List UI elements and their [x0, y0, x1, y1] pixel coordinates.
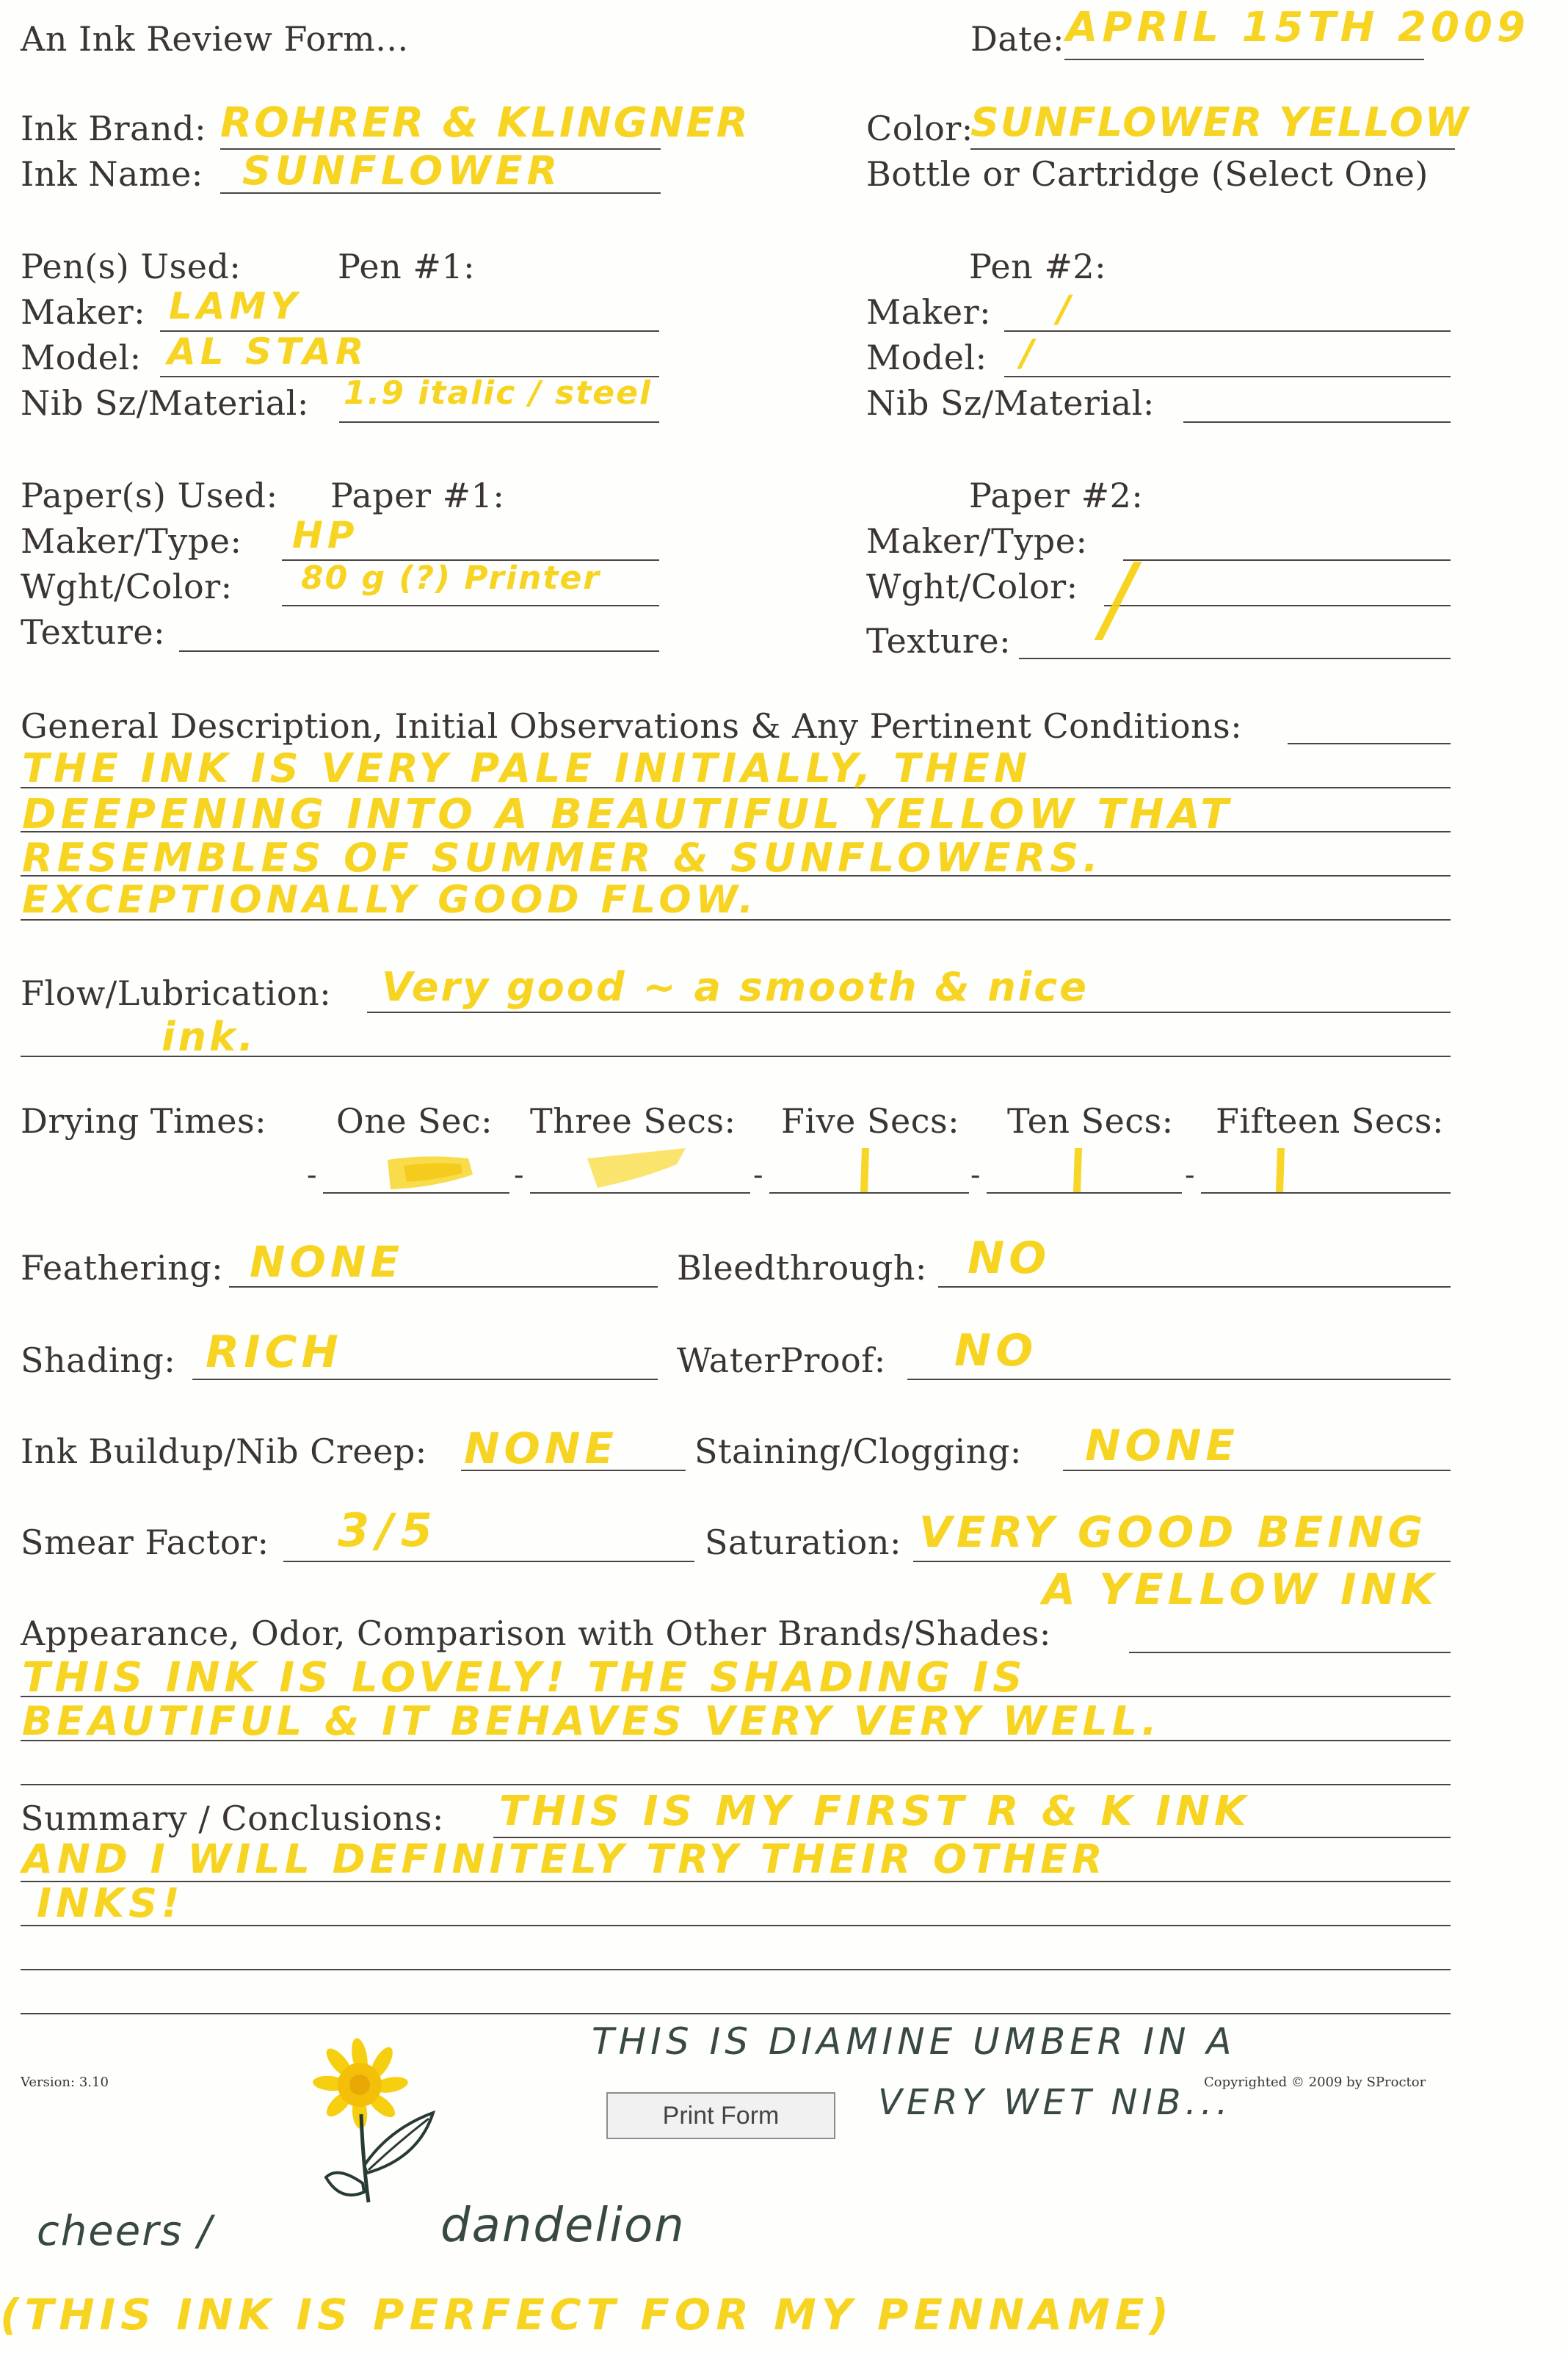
pen1-nib-value[interactable]: 1.9 italic / steel — [344, 374, 653, 412]
pen1-model-label: Model: — [21, 338, 142, 377]
copyright-label: Copyrighted © 2009 by SProctor — [1204, 2075, 1426, 2090]
summary-label: Summary / Conclusions: — [21, 1799, 444, 1838]
pen1-maker-label: Maker: — [21, 292, 146, 332]
summary-line-4 — [21, 2013, 1451, 2014]
shading-value[interactable]: RICH — [206, 1327, 343, 1378]
drying-times-label: Drying Times: — [21, 1101, 267, 1141]
footer-note: (THIS INK IS PERFECT FOR MY PENNAME) — [0, 2290, 1174, 2340]
ink-brand-value[interactable]: ROHRER & KLINGNER — [220, 99, 750, 147]
signoff-cheers: cheers / — [37, 2207, 214, 2255]
drying-dash-4: - — [970, 1158, 981, 1192]
appearance-text-line-1[interactable]: THIS INK IS LOVELY! THE SHADING IS — [22, 1654, 1027, 1702]
general-description-label: General Description, Initial Observations & Any Pertinent Conditions: — [21, 706, 1243, 746]
drying-fifteen-secs-label: Fifteen Secs: — [1216, 1101, 1444, 1141]
summary-line-3 — [21, 1969, 1451, 1970]
drying-ten-secs-label: Ten Secs: — [1007, 1101, 1174, 1141]
drying-one-sec-label: One Sec: — [336, 1101, 493, 1141]
paper2-texture-label: Texture: — [866, 621, 1012, 661]
ink-name-value[interactable]: SUNFLOWER — [242, 148, 562, 194]
form-title: An Ink Review Form... — [21, 19, 409, 59]
pen1-label: Pen #1: — [338, 247, 476, 286]
paper2-maker-line — [1123, 559, 1451, 561]
feathering-label: Feathering: — [21, 1248, 224, 1288]
ink-buildup-label: Ink Buildup/Nib Creep: — [21, 1431, 427, 1471]
papers-used-label: Paper(s) Used: — [21, 476, 278, 515]
ink-buildup-value[interactable]: NONE — [464, 1423, 619, 1473]
pen2-label: Pen #2: — [969, 247, 1107, 286]
paper2-label: Paper #2: — [969, 476, 1144, 515]
summary-text-line-2[interactable]: AND I WILL DEFINITELY TRY THEIR OTHER — [22, 1836, 1107, 1882]
saturation-line — [913, 1561, 1451, 1562]
drying-line-5 — [1201, 1192, 1451, 1194]
signature-dandelion: dandelion — [440, 2199, 686, 2253]
print-form-button[interactable]: Print Form — [606, 2092, 835, 2139]
general-text-line-2[interactable]: DEEPENING INTO A BEAUTIFUL YELLOW THAT — [22, 791, 1233, 838]
color-label: Color: — [866, 109, 973, 148]
pen1-maker-value[interactable]: LAMY — [169, 285, 302, 327]
pen1-nib-line — [339, 421, 659, 423]
ink-name-label: Ink Name: — [21, 154, 203, 194]
paper2-weight-line — [1104, 605, 1451, 606]
pen2-maker-mark: / — [1057, 288, 1075, 330]
pen2-maker-label: Maker: — [866, 292, 992, 332]
pen2-maker-line — [1004, 330, 1451, 332]
date-label: Date: — [970, 19, 1065, 59]
paper2-texture-line — [1019, 658, 1451, 659]
flow-value-line-2[interactable]: ink. — [161, 1014, 257, 1060]
feathering-value[interactable]: NONE — [250, 1237, 404, 1287]
paper2-weight-label: Wght/Color: — [866, 567, 1078, 606]
general-line-0 — [1288, 743, 1451, 744]
bleedthrough-label: Bleedthrough: — [677, 1248, 927, 1288]
flow-label: Flow/Lubrication: — [21, 973, 332, 1013]
paper1-label: Paper #1: — [330, 476, 505, 515]
staining-value[interactable]: NONE — [1085, 1420, 1240, 1470]
paper1-weight-label: Wght/Color: — [21, 567, 233, 606]
drying-swatch-1 — [382, 1145, 484, 1197]
paper2-maker-label: Maker/Type: — [866, 521, 1088, 561]
appearance-label: Appearance, Odor, Comparison with Other Brands/Shades: — [21, 1614, 1051, 1653]
appearance-line-3 — [21, 1784, 1451, 1785]
paper1-texture-label: Texture: — [21, 612, 166, 652]
saturation-value-line-2[interactable]: A YELLOW INK — [1042, 1564, 1439, 1614]
waterproof-value[interactable]: NO — [954, 1325, 1038, 1376]
pen2-nib-label: Nib Sz/Material: — [866, 383, 1155, 423]
version-label: Version: 3.10 — [21, 2075, 109, 2090]
color-value[interactable]: SUNFLOWER YELLOW — [970, 99, 1470, 145]
general-text-line-4[interactable]: EXCEPTIONALLY GOOD FLOW. — [22, 878, 758, 922]
pen2-model-line — [1004, 376, 1451, 377]
appearance-text-line-2[interactable]: BEAUTIFUL & IT BEHAVES VERY VERY WELL. — [22, 1698, 1161, 1744]
pen1-model-value[interactable]: AL STAR — [167, 330, 369, 373]
flow-line-1 — [367, 1012, 1451, 1013]
paper1-weight-value[interactable]: 80 g (?) Printer — [301, 559, 600, 597]
drying-swatch-4 — [1064, 1145, 1094, 1197]
drying-five-secs-label: Five Secs: — [781, 1101, 960, 1141]
general-text-line-3[interactable]: RESEMBLES OF SUMMER & SUNFLOWERS. — [22, 835, 1103, 881]
drying-swatch-3 — [852, 1145, 881, 1197]
summary-text-line-1[interactable]: THIS IS MY FIRST R & K INK — [499, 1788, 1251, 1835]
flow-value-line-1[interactable]: Very good ~ a smooth & nice — [382, 964, 1089, 1010]
paper1-maker-label: Maker/Type: — [21, 521, 242, 561]
umber-note-line-1: THIS IS DIAMINE UMBER IN A — [592, 2020, 1236, 2063]
pen1-nib-label: Nib Sz/Material: — [21, 383, 309, 423]
drying-dash-1: - — [307, 1158, 317, 1192]
waterproof-label: WaterProof: — [677, 1340, 886, 1380]
color-line — [970, 148, 1455, 150]
drying-swatch-5 — [1267, 1145, 1296, 1197]
pen2-model-label: Model: — [866, 338, 987, 377]
umber-note-line-2: VERY WET NIB... — [878, 2082, 1233, 2123]
saturation-label: Saturation: — [705, 1523, 901, 1562]
shading-line — [192, 1379, 658, 1380]
paper1-maker-value[interactable]: HP — [292, 514, 359, 556]
drying-swatch-2 — [583, 1142, 693, 1194]
shading-label: Shading: — [21, 1340, 176, 1380]
drying-dash-3: - — [753, 1158, 763, 1192]
drying-dash-2: - — [514, 1158, 524, 1192]
paper1-weight-line — [282, 605, 659, 606]
drying-three-secs-label: Three Secs: — [530, 1101, 736, 1141]
smear-factor-line — [283, 1561, 694, 1562]
waterproof-line — [907, 1379, 1451, 1380]
saturation-value-line-1[interactable]: VERY GOOD BEING — [919, 1507, 1428, 1557]
paper1-texture-line — [179, 650, 659, 652]
summary-line-2 — [21, 1925, 1451, 1926]
appearance-line-0 — [1129, 1652, 1451, 1653]
pen2-model-mark: / — [1020, 332, 1039, 374]
date-line — [1064, 59, 1424, 60]
bleedthrough-value[interactable]: NO — [968, 1233, 1051, 1284]
staining-label: Staining/Clogging: — [694, 1431, 1022, 1471]
pens-used-label: Pen(s) Used: — [21, 247, 242, 286]
summary-text-line-3[interactable]: INKS! — [37, 1880, 184, 1926]
smear-factor-label: Smear Factor: — [21, 1523, 269, 1562]
date-value[interactable]: APRIL 15TH 2009 — [1066, 4, 1530, 51]
bleedthrough-line — [938, 1286, 1451, 1288]
ink-brand-label: Ink Brand: — [21, 109, 207, 148]
smear-factor-value[interactable]: 3/5 — [338, 1503, 440, 1557]
drying-dash-5: - — [1185, 1158, 1195, 1192]
bottle-or-cartridge-label: Bottle or Cartridge (Select One) — [866, 154, 1429, 194]
pen2-nib-line — [1183, 421, 1451, 423]
general-text-line-1[interactable]: THE INK IS VERY PALE INITIALLY, THEN — [22, 745, 1032, 791]
paper2-mark: / — [1101, 543, 1138, 654]
